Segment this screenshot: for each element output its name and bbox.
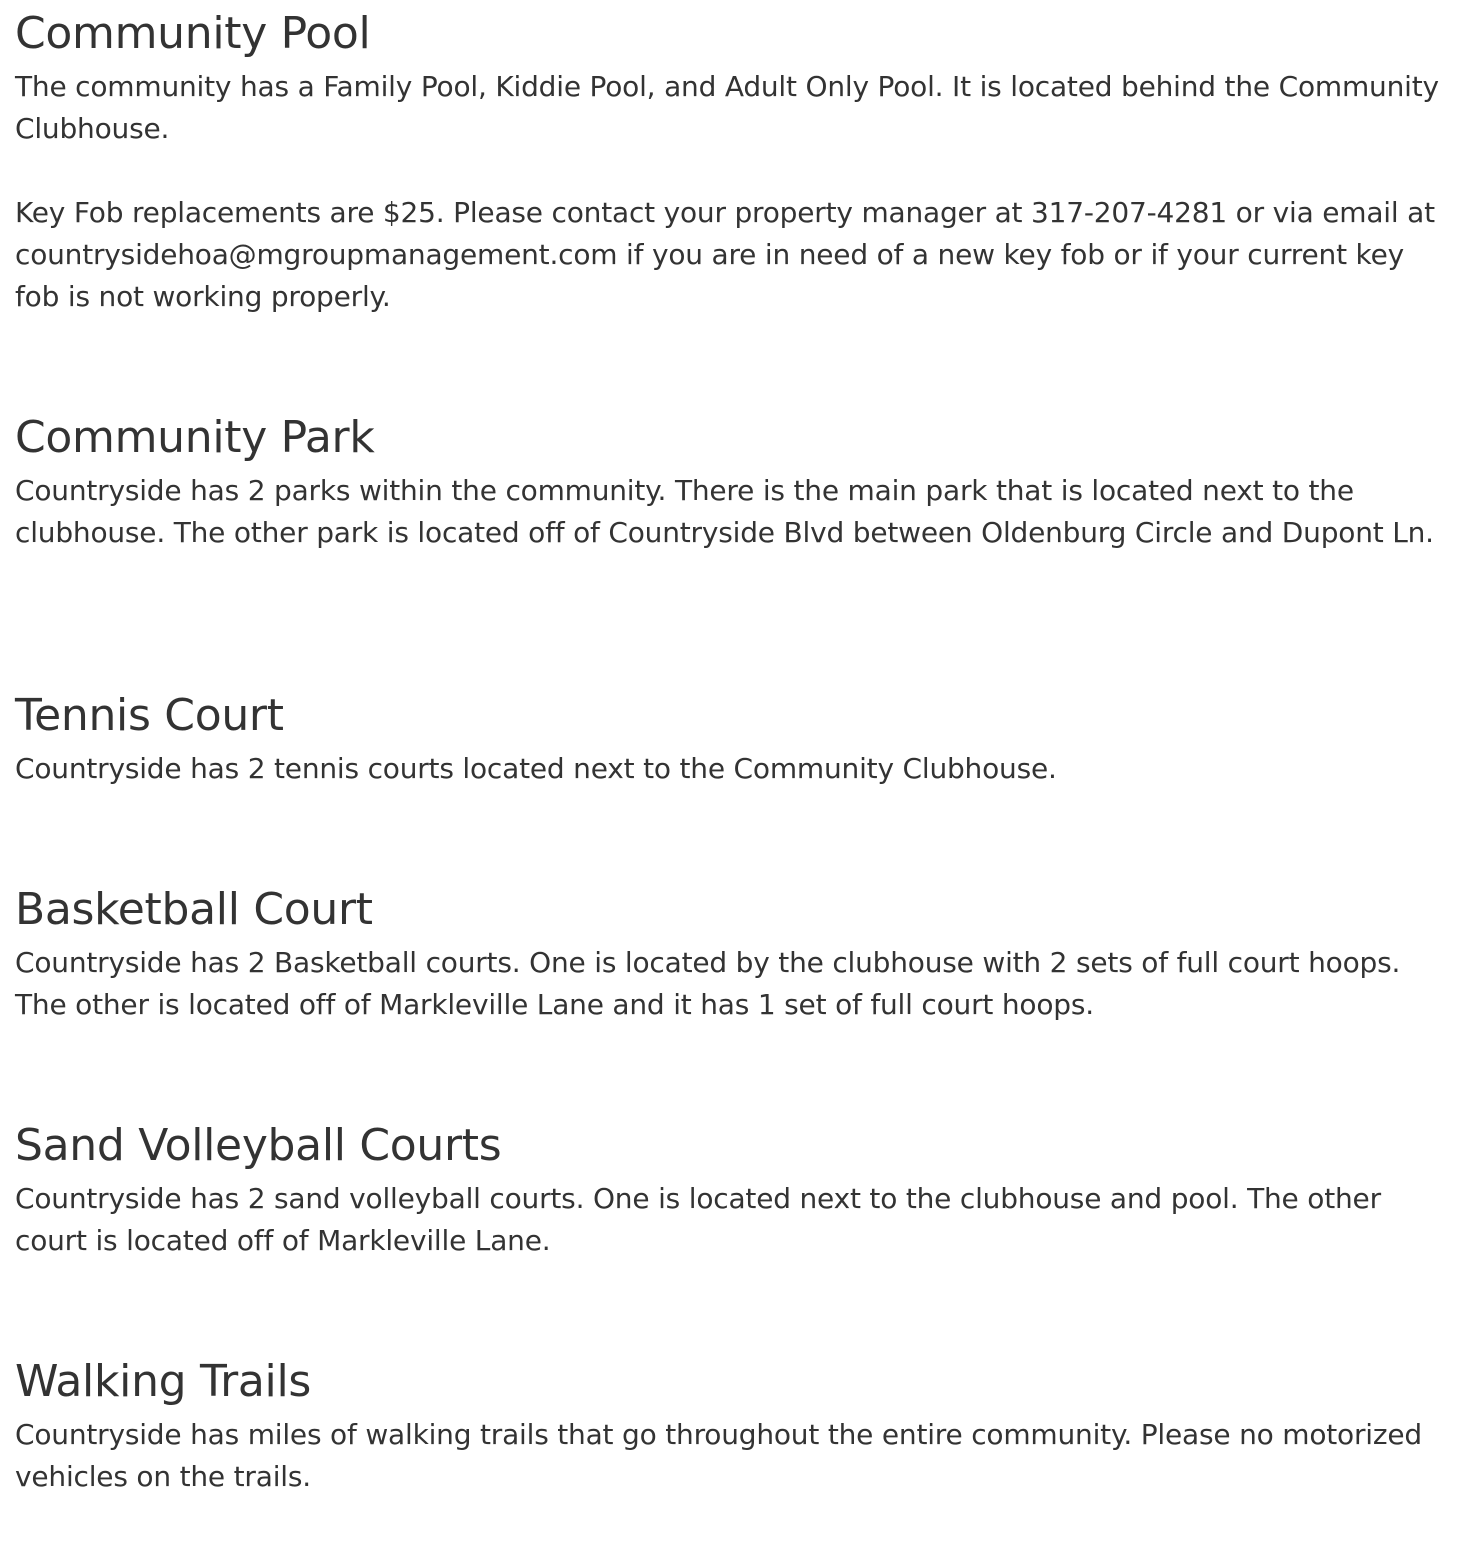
section-text: Countryside has 2 parks within the community. There is the main park that is located next to the clubhouse. The other park is located off of Countryside Blvd between Oldenburg Circle and Dupont Ln. — [15, 474, 1434, 549]
section-sand-volleyball-courts — [15, 1114, 1445, 1262]
section-title: Community Pool — [15, 8, 371, 59]
paragraph-spacer — [15, 150, 1445, 192]
section-basketball-court — [15, 878, 1445, 1026]
section-text: Countryside has 2 sand volleyball courts. One is located next to the clubhouse and pool. The other court is located off of Markleville Lane. — [15, 1182, 1381, 1257]
section-title: Tennis Court — [15, 690, 284, 741]
section-text-key-fob: Key Fob replacements are $25. Please contact your property manager at 317-207-4281 or via email at countrysidehoa@mgroupmanagement.com if you are in need of a new key fob or if your current key fob is not working properly. — [15, 196, 1435, 313]
section-tennis-court — [15, 684, 1445, 790]
section-title: Walking Trails — [15, 1356, 312, 1407]
section-text: The community has a Family Pool, Kiddie Pool, and Adult Only Pool. It is located behind the Community Clubhouse. — [15, 70, 1439, 145]
section-title: Community Park — [15, 412, 375, 463]
section-community-pool — [15, 2, 1445, 318]
section-walking-trails — [15, 1350, 1445, 1498]
section-text: Countryside has miles of walking trails that go throughout the entire community. Please no motorized vehicles on the trails. — [15, 1418, 1422, 1493]
section-community-park — [15, 406, 1445, 554]
section-title: Sand Volleyball Courts — [15, 1120, 502, 1171]
section-title: Basketball Court — [15, 884, 373, 935]
section-text: Countryside has 2 tennis courts located next to the Community Clubhouse. — [15, 752, 1057, 785]
section-text: Countryside has 2 Basketball courts. One is located by the clubhouse with 2 sets of full court hoops. The other is located off of Markleville Lane and it has 1 set of full court hoops. — [15, 946, 1401, 1021]
